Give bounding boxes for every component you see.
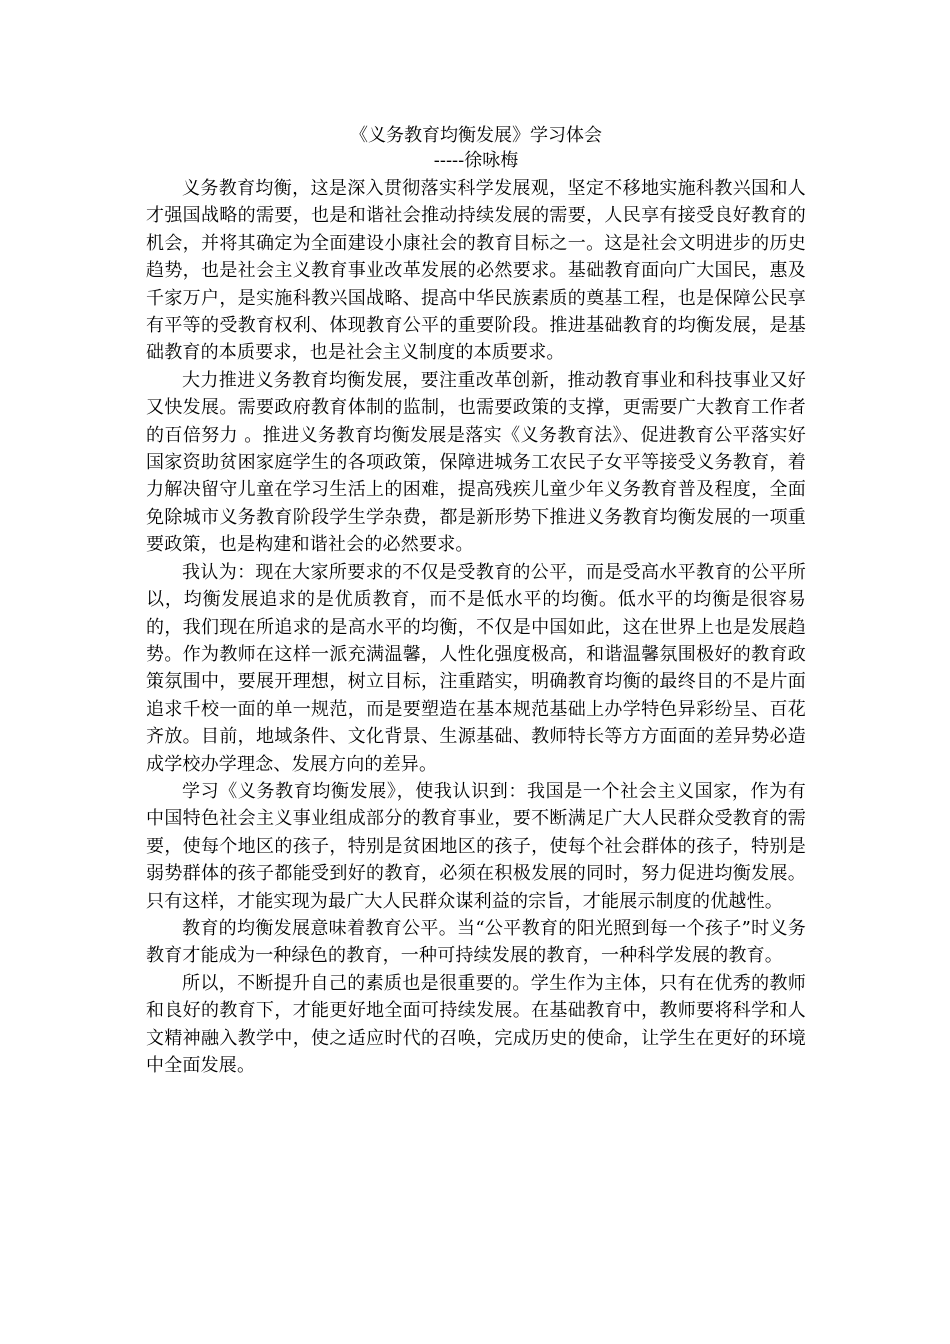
document-title: 《义务教育均衡发展》学习体会 xyxy=(350,125,602,146)
paragraph-4: 学习《义务教育均衡发展》，使我认识到：我国是一个社会主义国家，作为有中国特色社会主义事业组成部分的教育事业，要不断满足广大人民群众受教育的需要，使每个地区的孩子，特别是贫困地区的孩子，使每个社会群体的孩子，特别是弱势群体的孩子都能受到好的教育，必须在积极发展的同时，努力促进均衡发展。只有这样，才能实现为最广大人民群众谋利益的宗旨，才能展示制度的优越性。 xyxy=(146,780,806,912)
document-author: -----徐咏梅 xyxy=(433,150,519,171)
paragraph-5: 教育的均衡发展意味着教育公平。当“公平教育的阳光照到每一个孩子”时义务教育才能成为一种绿色的教育，一种可持续发展的教育，一种科学发展的教育。 xyxy=(146,917,806,967)
paragraph-2: 大力推进义务教育均衡发展，要注重改革创新，推动教育事业和科技事业又好又快发展。需要政府教育体制的监制，也需要政策的支撑，更需要广大教育工作者的百倍努力 。推进义务教育均衡发展是落实《义务教育法》、促进教育公平落实好国家资助贫困家庭学生的各项政策，保障进城务工农民子女平等接受义务教育，着力解决留守儿童在学习生活上的困难，提高残疾儿童少年义务教育普及程度，全面免除城市义务教育阶段学生学杂费，都是新形势下推进义务教育均衡发展的一项重要政策，也是构建和谐社会的必然要求。 xyxy=(146,369,806,556)
paragraph-6: 所以，不断提升自己的素质也是很重要的。学生作为主体，只有在优秀的教师和良好的教育下，才能更好地全面可持续发展。在基础教育中，教师要将科学和人文精神融入教学中，使之适应时代的召唤，完成历史的使命，让学生在更好的环境中全面发展。 xyxy=(146,972,806,1076)
document-page xyxy=(146,123,806,1079)
paragraph-3: 我认为：现在大家所要求的不仅是受教育的公平，而是受高水平教育的公平所以，均衡发展追求的是优质教育，而不是低水平的均衡。低水平的均衡是很容易的，我们现在所追求的是高水平的均衡，不仅是中国如此，这在世界上也是发展趋势。作为教师在这样一派充满温馨，人性化强度极高，和谐温馨氛围极好的教育政策氛围中，要展开理想，树立目标，注重踏实，明确教育均衡的最终目的不是片面追求千校一面的单一规范，而是要塑造在基本规范基础上办学特色异彩纷呈、百花齐放。目前，地域条件、文化背景、生源基础、教师特长等方方面面的差异势必造成学校办学理念、发展方向的差异。 xyxy=(146,561,806,775)
paragraph-1: 义务教育均衡，这是深入贯彻落实科学发展观，坚定不移地实施科教兴国和人才强国战略的需要，也是和谐社会推动持续发展的需要，人民享有接受良好教育的机会，并将其确定为全面建设小康社会的教育目标之一。这是社会文明进步的历史趋势，也是社会主义教育事业改革发展的必然要求。基础教育面向广大国民，惠及千家万户，是实施科教兴国战略、提高中华民族素质的奠基工程，也是保障公民享有平等的受教育权利、体现教育公平的重要阶段。推进基础教育的均衡发展，是基础教育的本质要求，也是社会主义制度的本质要求。 xyxy=(146,178,806,364)
